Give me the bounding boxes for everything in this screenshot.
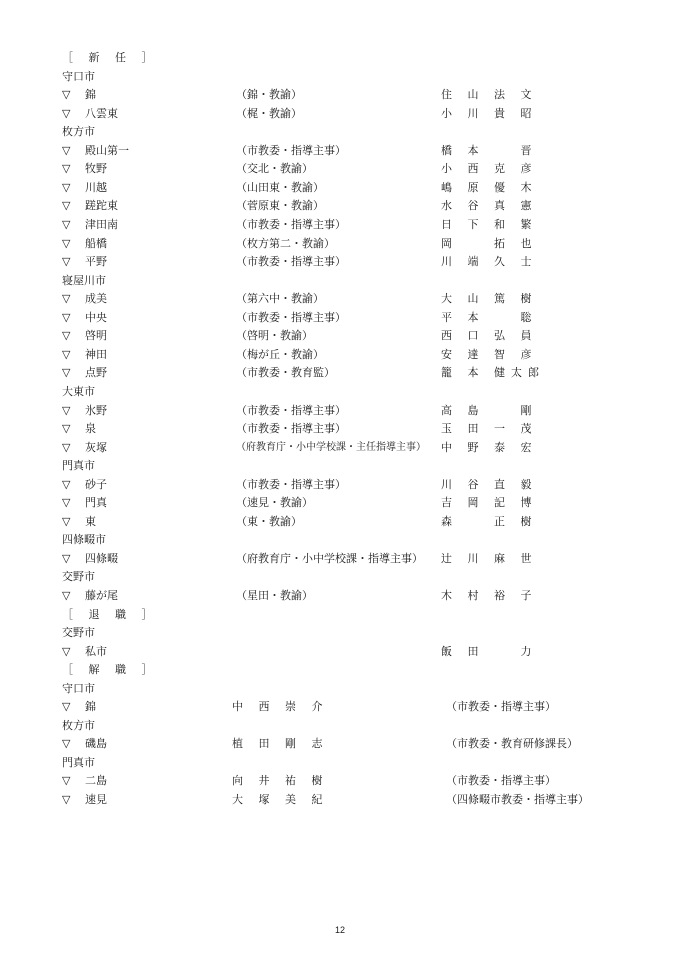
city-name: 門真市 — [62, 459, 95, 473]
entry-row — [0, 105, 680, 123]
entry-row — [0, 772, 680, 790]
entry-row — [0, 735, 680, 753]
person-name: 吉 岡 記 博 — [441, 496, 538, 510]
entry-row — [0, 197, 680, 215]
triangle-marker: ▽ — [62, 644, 71, 658]
city-row — [0, 717, 680, 735]
school-name: 成美 — [85, 292, 107, 306]
triangle-marker: ▽ — [62, 310, 71, 324]
entry-row — [0, 420, 680, 438]
triangle-marker: ▽ — [62, 793, 71, 806]
entry-row — [0, 439, 680, 457]
triangle-marker: ▽ — [62, 422, 71, 435]
triangle-marker: ▽ — [62, 218, 71, 231]
previous-position: （星田・教諭） — [236, 589, 313, 602]
city-name: 枚方市 — [62, 125, 95, 139]
entry-row — [0, 235, 680, 253]
entry-row — [0, 86, 680, 104]
triangle-marker: ▽ — [62, 774, 71, 788]
triangle-marker: ▽ — [62, 737, 71, 751]
previous-position: （市教委・指導主事） — [446, 700, 556, 714]
triangle-marker: ▽ — [62, 143, 71, 157]
previous-position: （市教委・指導主事） — [446, 774, 556, 788]
school-name: 門真 — [85, 496, 107, 510]
previous-position: （第六中・教諭） — [236, 292, 324, 306]
school-name: 船橋 — [85, 236, 107, 250]
city-row — [0, 123, 680, 141]
previous-position: （市教委・指導主事） — [236, 255, 346, 269]
person-name: 大 塚 美 紀 — [232, 793, 329, 806]
person-name: 西 口 弘 員 — [441, 329, 538, 343]
person-name: 辻 川 麻 世 — [441, 551, 538, 565]
person-name: 平 本 聡 — [441, 310, 538, 324]
triangle-marker: ▽ — [62, 180, 71, 194]
previous-position: （市教委・教育監） — [236, 366, 335, 380]
city-name: 守口市 — [62, 69, 95, 83]
city-row — [0, 272, 680, 290]
previous-position: （速見・教諭） — [236, 496, 313, 510]
retirement-header-row — [0, 606, 680, 624]
school-name: 津田南 — [85, 218, 118, 231]
triangle-marker: ▽ — [62, 496, 71, 510]
previous-position: （枚方第二・教諭） — [236, 236, 335, 250]
person-name: 水 谷 真 憲 — [441, 199, 538, 213]
triangle-marker: ▽ — [62, 440, 71, 454]
person-name: 日 下 和 繁 — [441, 218, 538, 231]
entry-row — [0, 290, 680, 308]
person-name: 嶋 原 優 木 — [441, 180, 538, 194]
city-row — [0, 383, 680, 401]
city-name: 守口市 — [62, 681, 95, 695]
person-name: 木 村 裕 子 — [441, 589, 538, 602]
person-name: 植 田 剛 志 — [232, 737, 329, 751]
triangle-marker: ▽ — [62, 403, 71, 417]
person-name: 小 西 克 彦 — [441, 162, 538, 176]
previous-position: （市教委・指導主事） — [236, 143, 346, 157]
city-row — [0, 680, 680, 698]
person-name: 安 達 智 彦 — [441, 347, 538, 361]
person-name: 玉 田 一 茂 — [441, 422, 538, 435]
person-name: 大 山 篤 樹 — [441, 292, 538, 306]
new-appointment-header-row — [0, 49, 680, 67]
person-name: 中 西 崇 介 — [232, 700, 329, 714]
entry-row — [0, 494, 680, 512]
triangle-marker: ▽ — [62, 347, 71, 361]
section-header: ［ 新 任 ］ — [62, 51, 159, 64]
previous-position: （府教育庁・小中学校課・指導主事） — [236, 551, 423, 565]
release-header-row — [0, 661, 680, 679]
section-header: ［ 解 職 ］ — [62, 663, 159, 677]
school-name: 泉 — [85, 422, 96, 435]
previous-position: （市教委・指導主事） — [236, 218, 346, 231]
previous-position: （梅が丘・教諭） — [236, 347, 324, 361]
previous-position: （啓明・教諭） — [236, 329, 313, 343]
previous-position: （菅原東・教諭） — [236, 199, 324, 213]
page-number: 12 — [334, 925, 345, 935]
person-name: 中 野 泰 宏 — [441, 440, 538, 454]
person-name: 小 川 貴 昭 — [441, 106, 538, 120]
entry-row — [0, 309, 680, 327]
entry-row — [0, 364, 680, 382]
triangle-marker: ▽ — [62, 514, 71, 528]
school-name: 私市 — [85, 644, 107, 658]
entry-row — [0, 513, 680, 531]
school-name: 八雲東 — [85, 106, 118, 120]
entry-row — [0, 253, 680, 271]
school-name: 平野 — [85, 255, 107, 269]
triangle-marker: ▽ — [62, 551, 71, 565]
person-name: 森 正 樹 — [441, 514, 538, 528]
school-name: 四條畷 — [85, 551, 118, 565]
person-name: 川 端 久 士 — [441, 255, 538, 269]
previous-position: （錦・教諭） — [236, 88, 302, 102]
school-name: 錦 — [85, 88, 96, 102]
previous-position: （市教委・教育研修課長） — [446, 737, 578, 751]
school-name: 点野 — [85, 366, 107, 380]
person-name: 飯 田 力 — [441, 644, 538, 658]
triangle-marker: ▽ — [62, 292, 71, 306]
previous-position: （四條畷市教委・指導主事） — [446, 793, 589, 806]
school-name: 東 — [85, 514, 96, 528]
previous-position: （市教委・指導主事） — [236, 403, 346, 417]
entry-row — [0, 791, 680, 809]
person-name: 高 島 剛 — [441, 403, 538, 417]
school-name: 川越 — [85, 180, 107, 194]
entry-row — [0, 550, 680, 568]
triangle-marker: ▽ — [62, 88, 71, 102]
city-row — [0, 457, 680, 475]
person-name: 橋 本 晋 — [441, 143, 538, 157]
previous-position: （東・教諭） — [236, 514, 302, 528]
triangle-marker: ▽ — [62, 255, 71, 269]
city-row — [0, 531, 680, 549]
previous-position: （市教委・指導主事） — [236, 310, 346, 324]
entry-row — [0, 216, 680, 234]
entry-row — [0, 476, 680, 494]
entry-row — [0, 698, 680, 716]
entry-row — [0, 346, 680, 364]
city-name: 門真市 — [62, 755, 95, 769]
triangle-marker: ▽ — [62, 366, 71, 380]
triangle-marker: ▽ — [62, 199, 71, 213]
entry-row — [0, 587, 680, 605]
school-name: 磯島 — [85, 737, 107, 751]
city-name: 枚方市 — [62, 718, 95, 732]
previous-position: （市教委・指導主事） — [236, 422, 346, 435]
school-name: 二島 — [85, 774, 107, 788]
triangle-marker: ▽ — [62, 700, 71, 714]
person-name: 住 山 法 文 — [441, 88, 538, 102]
previous-position: （市教委・指導主事） — [236, 477, 346, 491]
triangle-marker: ▽ — [62, 477, 71, 491]
person-name: 籠 本 健太郎 — [441, 366, 545, 380]
school-name: 殿山第一 — [85, 143, 129, 157]
school-name: 速見 — [85, 793, 107, 806]
city-row — [0, 624, 680, 642]
section-header: ［ 退 職 ］ — [62, 607, 159, 621]
entry-row — [0, 160, 680, 178]
previous-position: （交北・教諭） — [236, 162, 313, 176]
city-row — [0, 68, 680, 86]
school-name: 氷野 — [85, 403, 107, 417]
school-name: 砂子 — [85, 477, 107, 491]
city-row — [0, 568, 680, 586]
school-name: 啓明 — [85, 329, 107, 343]
triangle-marker: ▽ — [62, 236, 71, 250]
entry-row — [0, 402, 680, 420]
person-name: 岡 拓 也 — [441, 236, 538, 250]
triangle-marker: ▽ — [62, 589, 71, 602]
entry-row — [0, 327, 680, 345]
school-name: 蹉跎東 — [85, 199, 118, 213]
school-name: 中央 — [85, 310, 107, 324]
school-name: 錦 — [85, 700, 96, 714]
previous-position: （府教育庁・小中学校課・主任指導主事） — [236, 441, 426, 453]
entry-row — [0, 643, 680, 661]
person-name: 向 井 祐 樹 — [232, 774, 329, 788]
city-name: 寝屋川市 — [62, 273, 106, 287]
triangle-marker: ▽ — [62, 162, 71, 176]
person-name: 川 谷 直 毅 — [441, 477, 538, 491]
triangle-marker: ▽ — [62, 329, 71, 343]
city-name: 交野市 — [62, 570, 95, 584]
city-name: 四條畷市 — [62, 533, 106, 547]
previous-position: （山田東・教諭） — [236, 180, 324, 194]
entry-row — [0, 179, 680, 197]
previous-position: （梶・教諭） — [236, 106, 302, 120]
school-name: 灰塚 — [85, 440, 107, 454]
city-name: 大東市 — [62, 384, 95, 398]
school-name: 神田 — [85, 347, 107, 361]
city-row — [0, 754, 680, 772]
city-name: 交野市 — [62, 626, 95, 639]
school-name: 牧野 — [85, 162, 107, 176]
entry-row — [0, 142, 680, 160]
school-name: 藤が尾 — [85, 589, 118, 602]
triangle-marker: ▽ — [62, 106, 71, 120]
